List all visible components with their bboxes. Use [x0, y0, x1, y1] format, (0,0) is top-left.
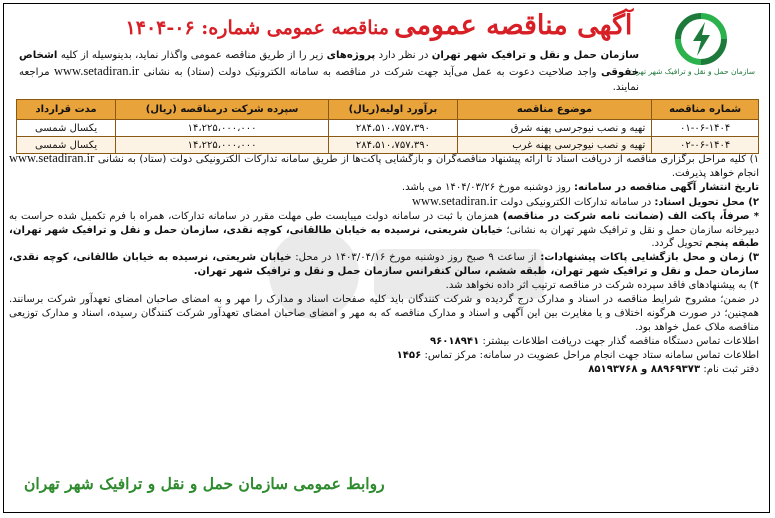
item-1-text: ۱) کلیه مراحل برگزاری مناقصه از دریافت اسناد تا ارائه پیشنهاد مناقصه‌گران و بازگشایی پاکت‌ها از طریق سامانه تدارکات الکترونیکی دولت (ستاد) به نشانی — [97, 154, 759, 165]
cell-deposit: ۱۴،۲۲۵،۰۰۰،۰۰۰ — [116, 137, 329, 154]
intro-text-3: واجد صلاحیت دعوت به عمل می‌آید جهت شرکت در مناقصه به سامانه الکترونیک دولت (ستاد) به نشانی — [139, 66, 601, 78]
title-main: آگهی مناقصه عمومی — [394, 10, 633, 41]
contact-3-value: ۸۸۹۶۹۳۷۳ و ۸۵۱۹۳۷۶۸ — [588, 363, 701, 375]
org-name: سازمان حمل و نقل و ترافیک شهر تهران — [431, 50, 639, 61]
col-duration: مدت قرارداد — [17, 100, 116, 120]
page-title — [119, 10, 639, 41]
tender-announcement — [3, 3, 770, 513]
col-tender-number: شماره مناقصه — [652, 100, 759, 120]
table-header-row — [17, 100, 759, 120]
publish-value: روز دوشنبه مورخ ۱۴۰۴/۰۳/۲۶ می باشد. — [401, 181, 574, 193]
intro-text-1: در نظر دارد — [375, 50, 432, 61]
table-row — [17, 137, 759, 154]
item-2-label: ۲) محل تحویل اسناد: — [654, 196, 759, 208]
table-row — [17, 120, 759, 137]
item-1 — [9, 152, 759, 181]
cell-duration: یکسال شمسی — [17, 120, 116, 137]
note-end: تحویل گردد. — [651, 238, 706, 250]
publish-date — [9, 181, 759, 195]
tenders-table — [16, 99, 759, 154]
public-relations-signature: روابط عمومی سازمان حمل و نقل و ترافیک شهر تهران — [24, 474, 385, 493]
item-2-value: در سامانه تدارکات الکترونیکی دولت — [497, 196, 655, 208]
intro-text-2: زیر را از طریق مناقصه عمومی واگذار نماید، بدینوسیله از کلیه — [57, 50, 327, 61]
contact-2-value: ۱۴۵۶ — [396, 349, 422, 361]
setad-link-3[interactable]: www.setadiran.ir — [411, 193, 498, 208]
cell-deposit: ۱۴،۲۲۵،۰۰۰،۰۰۰ — [116, 120, 329, 137]
item-3-label: ۳) زمان و محل بازگشایی پاکات پیشنهادات: — [540, 252, 759, 264]
intro-legal: اشخاص حقوقی — [19, 50, 639, 78]
cell-duration: یکسال شمسی — [17, 137, 116, 154]
cell-estimate: ۲۸۴،۵۱۰،۷۵۷،۳۹۰ — [329, 137, 458, 154]
announcement-body — [9, 152, 759, 377]
col-subject: موضوع مناقصه — [457, 100, 652, 120]
col-deposit: سپرده شرکت درمناقصه (ریال) — [116, 100, 329, 120]
note-address: خیابان شریعتی، نرسیده به خیابان طالقانی، کوچه نقدی، سازمان حمل و نقل و ترافیک شهر تهران، طبقه پنجم — [9, 224, 759, 250]
contact-2-label: اطلاعات تماس سامانه ستاد جهت انجام مراحل عضویت در سامانه: مرکز تماس: — [421, 349, 759, 361]
intro-paragraph — [19, 48, 639, 96]
contact-1-label: اطلاعات تماس دستگاه مناقصه گذار جهت دریافت اطلاعات بیشتر: — [479, 335, 759, 347]
note-envelope — [9, 210, 759, 252]
item-2 — [9, 195, 759, 210]
contact-1 — [9, 335, 759, 349]
intro-projects: پروژه‌های — [326, 50, 376, 61]
contact-2 — [9, 349, 759, 363]
item-1-end: انجام خواهد پذیرفت. — [671, 167, 759, 179]
cell-tender-number: ۰۱-۰۶-۱۴۰۴ — [652, 120, 759, 137]
cell-estimate: ۲۸۴،۵۱۰،۷۵۷،۳۹۰ — [329, 120, 458, 137]
contact-3-label: دفتر ثبت نام: — [700, 363, 759, 375]
contact-1-value: ۹۶۰۱۸۹۴۱ — [429, 335, 480, 347]
logo-caption: سازمان حمل و نقل و ترافیک شهر تهران — [628, 67, 755, 76]
item-3-value: از ساعت ۹ صبح روز دوشنبه مورخ ۱۴۰۳/۰۴/۱۶ در محل: — [291, 252, 541, 264]
cell-tender-number: ۰۲-۰۶-۱۴۰۴ — [652, 137, 759, 154]
contact-3 — [9, 363, 759, 377]
note-value: همزمان با ثبت در سامانه دولت میبایست طی مهلت مقرر در سامانه تدارکات، همراه با فرم تکمیل شده حراست به دبیرخانه سازمان حمل و نقل و ترافیک شهر تهران به نشانی؛ — [9, 210, 759, 236]
item-3-address: خیابان شریعتی، نرسیده به خیابان طالقانی، کوچه نقدی، سازمان حمل و نقل و ترافیک شهر تهران، طبقه ششم، سالن کنفرانس سازمان حمل و نقل و ترافیک شهر تهران. — [9, 252, 759, 278]
title-number: مناقصه عمومی شماره: ۰۶-۱۴۰۴ — [125, 17, 389, 39]
item-3 — [9, 251, 759, 279]
transport-logo-icon — [672, 12, 730, 66]
setad-link-2[interactable]: www.setadiran.ir — [9, 151, 95, 165]
cell-subject: تهیه و نصب نیوجرسی پهنه شرق — [457, 120, 652, 137]
publish-label: تاریخ انتشار آگهی مناقصه در سامانه: — [573, 181, 759, 193]
setad-link[interactable]: www.setadiran.ir — [53, 63, 140, 78]
note-label: * صرفاً، پاکت الف (ضمانت نامه شرکت در مناقصه) — [502, 210, 759, 222]
col-estimate: برآورد اولیه(ریال) — [329, 100, 458, 120]
cell-subject: تهیه و نصب نیوجرسی پهنه غرب — [457, 137, 652, 154]
item-4: ۴) به پیشنهادهای فاقد سپرده شرکت در مناقصه ترتیب اثر داده نخواهد شد. — [445, 280, 759, 292]
general-conditions: در ضمن؛ مشروح شرایط مناقصه در اسناد و مدارک درج گردیده و شرکت کنندگان باید کلیه صفحات اسناد و مدارک را مهر و به امضای صاحبان امضای تعهدآور شرکت برسانند. همچنین؛ در صورت هرگونه اختلاف و یا مغایرت بین این آگهی و اسناد و مدارک مناقصه که به مهر و امضای صاحبان امضای تعهدآور شرکت کنندگان رسیده، اسناد و مدارک توزیعی مناقصه ملاک عمل خواهد بود. — [9, 294, 759, 333]
intro-text-4: مراجعه نمایند. — [19, 66, 639, 93]
organization-logo — [628, 12, 755, 76]
